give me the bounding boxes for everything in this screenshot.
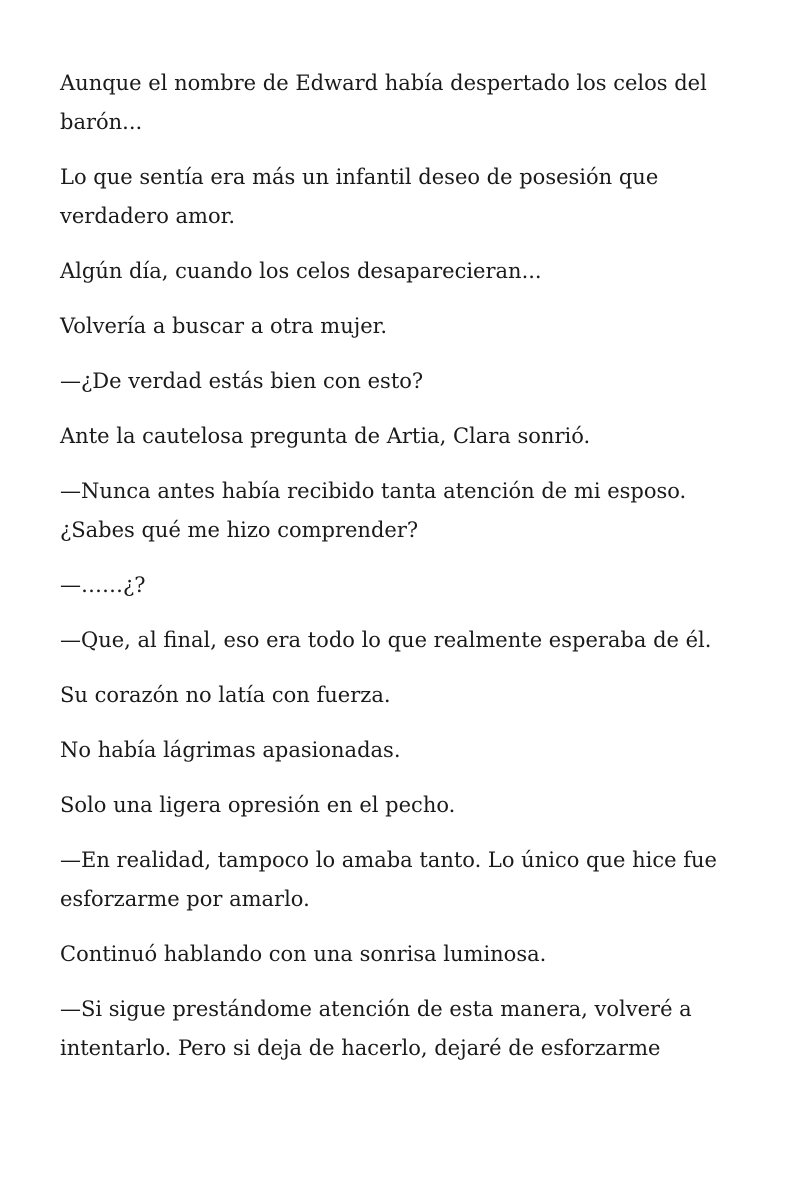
paragraph: —Si sigue prestándome atención de esta manera, volveré a intentarlo. Pero si deja de hacerlo, dejaré de esforzarme xyxy=(60,997,692,1060)
paragraph: —Nunca antes había recibido tanta atención de mi esposo. ¿Sabes qué me hizo comprender? xyxy=(60,479,687,542)
paragraph: —¿De verdad estás bien con esto? xyxy=(60,369,424,393)
paragraph: Su corazón no latía con fuerza. xyxy=(60,683,391,707)
paragraph: Continuó hablando con una sonrisa luminosa. xyxy=(60,942,547,966)
reading-page xyxy=(60,64,750,1084)
paragraph: Lo que sentía era más un infantil deseo de posesión que verdadero amor. xyxy=(60,165,659,228)
paragraph: —……¿? xyxy=(60,573,146,597)
paragraph: Ante la cautelosa pregunta de Artia, Clara sonrió. xyxy=(60,424,591,448)
paragraph: —En realidad, tampoco lo amaba tanto. Lo único que hice fue esforzarme por amarlo. xyxy=(60,848,717,911)
paragraph: Volvería a buscar a otra mujer. xyxy=(60,314,388,338)
paragraph: No había lágrimas apasionadas. xyxy=(60,738,401,762)
paragraph: Algún día, cuando los celos desaparecieran... xyxy=(60,259,542,283)
paragraph: —Que, al final, eso era todo lo que realmente esperaba de él. xyxy=(60,628,712,652)
paragraph: Aunque el nombre de Edward había despertado los celos del barón... xyxy=(60,71,707,134)
paragraph: Solo una ligera opresión en el pecho. xyxy=(60,793,456,817)
